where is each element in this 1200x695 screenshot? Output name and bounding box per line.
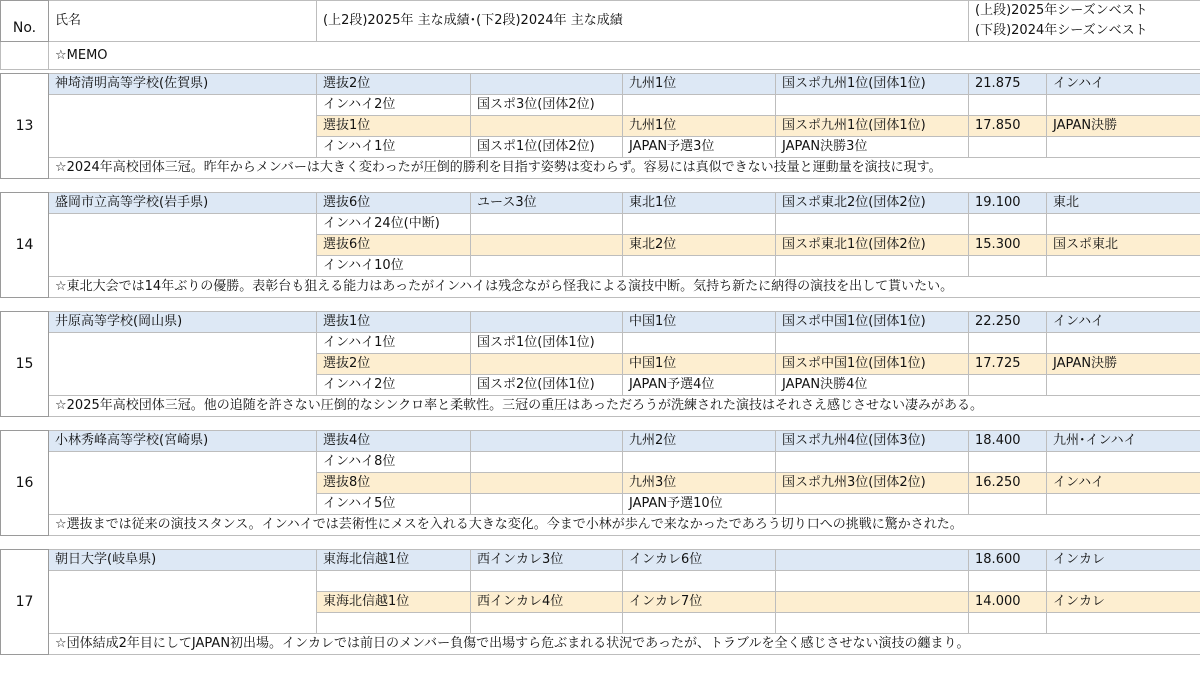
season-best-event: 九州･インハイ bbox=[1047, 431, 1200, 452]
season-best-score: 14.000 bbox=[969, 592, 1047, 613]
result-cell: 国スポ東北1位(団体2位) bbox=[776, 235, 969, 256]
season-best-event bbox=[1047, 571, 1200, 592]
result-cell: インハイ2位 bbox=[317, 95, 471, 116]
result-cell: 国スポ3位(団体2位) bbox=[471, 95, 623, 116]
result-cell bbox=[776, 613, 969, 634]
result-cell bbox=[623, 214, 776, 235]
header-memo-blank bbox=[1, 42, 49, 70]
entry-number: 13 bbox=[1, 74, 49, 179]
result-cell: インカレ6位 bbox=[623, 550, 776, 571]
result-cell: 九州1位 bbox=[623, 74, 776, 95]
result-cell bbox=[471, 452, 623, 473]
result-cell: 国スポ中国1位(団体1位) bbox=[776, 312, 969, 333]
season-best-score bbox=[969, 613, 1047, 634]
result-cell bbox=[317, 571, 471, 592]
result-cell: 国スポ九州1位(団体1位) bbox=[776, 116, 969, 137]
result-cell: JAPAN予選4位 bbox=[623, 375, 776, 396]
result-cell: 国スポ東北2位(団体2位) bbox=[776, 193, 969, 214]
result-cell bbox=[776, 214, 969, 235]
season-best-score bbox=[969, 214, 1047, 235]
entry-name-blank bbox=[49, 214, 317, 277]
season-best-score bbox=[969, 256, 1047, 277]
entry-name: 朝日大学(岐阜県) bbox=[49, 550, 317, 571]
season-best-event: インカレ bbox=[1047, 592, 1200, 613]
season-best-event bbox=[1047, 256, 1200, 277]
result-cell: JAPAN予選10位 bbox=[623, 494, 776, 515]
result-cell bbox=[623, 452, 776, 473]
result-cell: 選抜4位 bbox=[317, 431, 471, 452]
entry-memo: ☆団体結成2年目にしてJAPAN初出場。インカレでは前日のメンバー負傷で出場すら危ぶまれる状況であったが、トラブルを全く感じさせない演技の纏まり。 bbox=[49, 634, 1200, 655]
season-best-event: 東北 bbox=[1047, 193, 1200, 214]
result-cell bbox=[776, 333, 969, 354]
season-best-event: インカレ bbox=[1047, 550, 1200, 571]
result-row bbox=[1, 452, 1200, 473]
result-cell bbox=[623, 571, 776, 592]
memo-row bbox=[1, 634, 1200, 655]
result-cell: 九州3位 bbox=[623, 473, 776, 494]
result-cell: インハイ5位 bbox=[317, 494, 471, 515]
result-cell bbox=[317, 613, 471, 634]
result-cell bbox=[623, 95, 776, 116]
result-cell bbox=[623, 256, 776, 277]
result-cell bbox=[471, 473, 623, 494]
entry-spacer bbox=[1, 417, 1200, 431]
season-best-score: 18.400 bbox=[969, 431, 1047, 452]
season-best-score: 16.250 bbox=[969, 473, 1047, 494]
result-cell: JAPAN予選3位 bbox=[623, 137, 776, 158]
season-best-score: 22.250 bbox=[969, 312, 1047, 333]
result-row bbox=[1, 333, 1200, 354]
entry-spacer bbox=[1, 536, 1200, 550]
season-best-score bbox=[969, 494, 1047, 515]
result-row bbox=[1, 431, 1200, 452]
season-best-score bbox=[969, 375, 1047, 396]
header-memo: ☆MEMO bbox=[49, 42, 1200, 70]
season-best-event bbox=[1047, 137, 1200, 158]
entry-name-blank bbox=[49, 452, 317, 515]
result-cell: 選抜8位 bbox=[317, 473, 471, 494]
result-cell: 国スポ1位(団体2位) bbox=[471, 137, 623, 158]
result-cell: 中国1位 bbox=[623, 354, 776, 375]
result-row bbox=[1, 571, 1200, 592]
season-best-score bbox=[969, 571, 1047, 592]
entry-spacer bbox=[1, 179, 1200, 193]
result-cell bbox=[776, 571, 969, 592]
header-results: (上2段)2025年 主な成績･(下2段)2024年 主な成績 bbox=[317, 1, 969, 42]
entry-memo: ☆2024年高校団体三冠。昨年からメンバーは大きく変わったが圧倒的勝利を目指す姿勢は変わらず。容易には真似できない技量と運動量を演技に現す。 bbox=[49, 158, 1200, 179]
memo-row bbox=[1, 158, 1200, 179]
result-cell bbox=[471, 494, 623, 515]
result-cell bbox=[471, 312, 623, 333]
entry-name-blank bbox=[49, 571, 317, 634]
result-cell bbox=[776, 592, 969, 613]
result-cell bbox=[623, 333, 776, 354]
result-cell bbox=[471, 74, 623, 95]
result-cell: 東海北信越1位 bbox=[317, 550, 471, 571]
result-row bbox=[1, 312, 1200, 333]
entry-name-blank bbox=[49, 333, 317, 396]
season-best-event bbox=[1047, 333, 1200, 354]
season-best-score: 17.725 bbox=[969, 354, 1047, 375]
season-best-score: 18.600 bbox=[969, 550, 1047, 571]
result-cell bbox=[776, 494, 969, 515]
result-cell: JAPAN決勝4位 bbox=[776, 375, 969, 396]
result-row bbox=[1, 95, 1200, 116]
result-cell: JAPAN決勝3位 bbox=[776, 137, 969, 158]
entry-number: 14 bbox=[1, 193, 49, 298]
result-cell bbox=[776, 452, 969, 473]
result-cell: 西インカレ3位 bbox=[471, 550, 623, 571]
result-cell bbox=[471, 571, 623, 592]
season-best-event: 国スポ東北 bbox=[1047, 235, 1200, 256]
result-cell: インカレ7位 bbox=[623, 592, 776, 613]
memo-row bbox=[1, 515, 1200, 536]
result-cell: インハイ1位 bbox=[317, 333, 471, 354]
result-cell: ユース3位 bbox=[471, 193, 623, 214]
header-best-bottom: (下段)2024年シーズンベスト bbox=[969, 21, 1200, 42]
entry-memo: ☆2025年高校団体三冠。他の追随を許さない圧倒的なシンクロ率と柔軟性。三冠の重圧はあっただろうが洗練された演技はそれさえ感じさせない凄みがある。 bbox=[49, 396, 1200, 417]
result-cell: 九州1位 bbox=[623, 116, 776, 137]
season-best-event bbox=[1047, 494, 1200, 515]
result-cell bbox=[471, 256, 623, 277]
result-cell bbox=[471, 214, 623, 235]
memo-row bbox=[1, 277, 1200, 298]
result-cell bbox=[776, 95, 969, 116]
result-row bbox=[1, 193, 1200, 214]
season-best-score: 21.875 bbox=[969, 74, 1047, 95]
season-best-score: 17.850 bbox=[969, 116, 1047, 137]
season-best-score bbox=[969, 95, 1047, 116]
season-best-score: 15.300 bbox=[969, 235, 1047, 256]
entry-name: 小林秀峰高等学校(宮崎県) bbox=[49, 431, 317, 452]
entry-memo: ☆東北大会では14年ぶりの優勝。表彰台も狙える能力はあったがインハイは残念ながら怪我による演技中断。気持ち新たに納得の演技を出して貰いたい。 bbox=[49, 277, 1200, 298]
result-cell: 九州2位 bbox=[623, 431, 776, 452]
result-cell: 選抜2位 bbox=[317, 354, 471, 375]
result-cell: インハイ1位 bbox=[317, 137, 471, 158]
result-cell: 選抜1位 bbox=[317, 116, 471, 137]
result-cell: 東北2位 bbox=[623, 235, 776, 256]
entry-name: 井原高等学校(岡山県) bbox=[49, 312, 317, 333]
header-no: No. bbox=[1, 1, 49, 42]
entry-number: 16 bbox=[1, 431, 49, 536]
result-cell: 東北1位 bbox=[623, 193, 776, 214]
entry-name: 盛岡市立高等学校(岩手県) bbox=[49, 193, 317, 214]
season-best-event bbox=[1047, 95, 1200, 116]
season-best-score bbox=[969, 137, 1047, 158]
entry-memo: ☆選抜までは従来の演技スタンス。インハイでは芸術性にメスを入れる大きな変化。今まで小林が歩んで来なかったであろう切り口への挑戦に驚かされた。 bbox=[49, 515, 1200, 536]
season-best-event: インハイ bbox=[1047, 312, 1200, 333]
entry-number: 17 bbox=[1, 550, 49, 655]
result-cell: 国スポ2位(団体1位) bbox=[471, 375, 623, 396]
result-cell bbox=[776, 256, 969, 277]
result-row bbox=[1, 550, 1200, 571]
season-best-event bbox=[1047, 452, 1200, 473]
entry-name-blank bbox=[49, 95, 317, 158]
result-cell: 選抜6位 bbox=[317, 193, 471, 214]
result-cell: インハイ8位 bbox=[317, 452, 471, 473]
season-best-event bbox=[1047, 214, 1200, 235]
season-best-score: 19.100 bbox=[969, 193, 1047, 214]
result-cell: 選抜1位 bbox=[317, 312, 471, 333]
season-best-event: インハイ bbox=[1047, 74, 1200, 95]
entry-number: 15 bbox=[1, 312, 49, 417]
season-best-event bbox=[1047, 613, 1200, 634]
result-row bbox=[1, 214, 1200, 235]
result-cell bbox=[623, 613, 776, 634]
result-cell: インハイ2位 bbox=[317, 375, 471, 396]
entry-spacer bbox=[1, 298, 1200, 312]
result-cell bbox=[471, 354, 623, 375]
season-best-event bbox=[1047, 375, 1200, 396]
entry-name: 神埼清明高等学校(佐賀県) bbox=[49, 74, 317, 95]
result-cell: インハイ10位 bbox=[317, 256, 471, 277]
result-cell: 選抜2位 bbox=[317, 74, 471, 95]
season-best-event: JAPAN決勝 bbox=[1047, 354, 1200, 375]
result-cell: 西インカレ4位 bbox=[471, 592, 623, 613]
result-cell: 国スポ中国1位(団体1位) bbox=[776, 354, 969, 375]
season-best-score bbox=[969, 333, 1047, 354]
result-cell: 東海北信越1位 bbox=[317, 592, 471, 613]
result-cell: 国スポ1位(団体1位) bbox=[471, 333, 623, 354]
header-best-top: (上段)2025年シーズンベスト bbox=[969, 1, 1200, 22]
result-cell: 中国1位 bbox=[623, 312, 776, 333]
result-cell bbox=[471, 235, 623, 256]
memo-row bbox=[1, 396, 1200, 417]
season-best-event: インハイ bbox=[1047, 473, 1200, 494]
result-cell bbox=[471, 116, 623, 137]
result-cell: 選抜6位 bbox=[317, 235, 471, 256]
season-best-score bbox=[969, 452, 1047, 473]
result-cell: 国スポ九州3位(団体2位) bbox=[776, 473, 969, 494]
result-cell bbox=[776, 550, 969, 571]
result-row bbox=[1, 74, 1200, 95]
header-name: 氏名 bbox=[49, 1, 317, 42]
result-cell bbox=[471, 613, 623, 634]
result-cell: 国スポ九州1位(団体1位) bbox=[776, 74, 969, 95]
result-cell: 国スポ九州4位(団体3位) bbox=[776, 431, 969, 452]
result-cell: インハイ24位(中断) bbox=[317, 214, 471, 235]
season-best-event: JAPAN決勝 bbox=[1047, 116, 1200, 137]
result-cell bbox=[471, 431, 623, 452]
